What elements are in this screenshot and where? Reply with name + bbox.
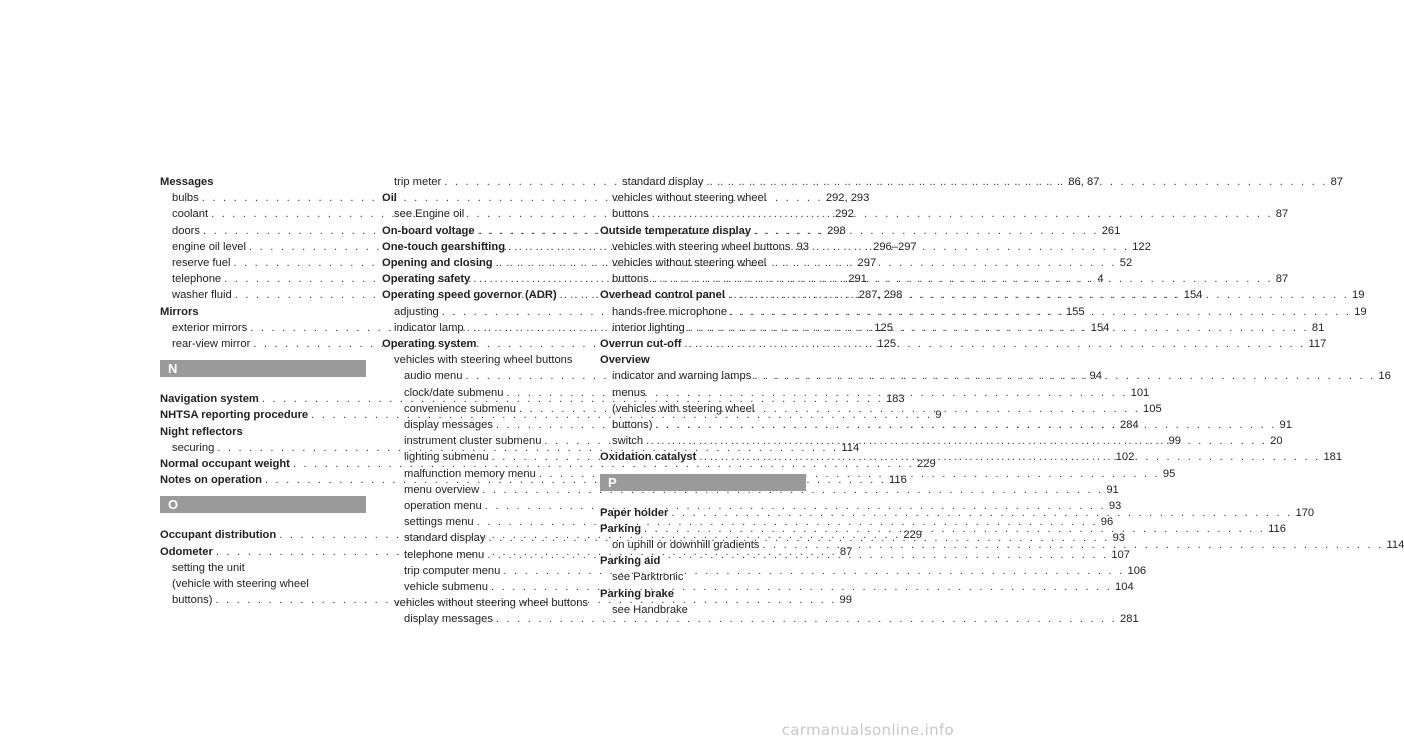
index-heading (382, 336, 588, 352)
page-number: 122 (1132, 240, 1151, 253)
page-number: 105 (1143, 402, 1162, 415)
entry-label: doors (172, 224, 200, 237)
entry-label: vehicles with steering wheel buttons (394, 354, 573, 367)
entry-label: Occupant distribution (160, 529, 277, 542)
page-number: 261 (1101, 224, 1121, 237)
page-number: 91 (1106, 483, 1119, 496)
index-heading (382, 190, 588, 206)
entry-label: Normal occupant weight (160, 458, 290, 471)
section-letter-o: O (160, 496, 366, 513)
entry-label: Overview (600, 354, 650, 367)
entry-label: buttons (612, 208, 649, 221)
index-heading (600, 223, 806, 239)
entry-label: operation menu (404, 500, 482, 513)
entry-label: Overrun cut-off (600, 338, 682, 351)
dot-leader (684, 336, 1305, 352)
entry-label: reserve fuel (172, 257, 231, 270)
entry-label: buttons) (172, 594, 213, 607)
page-number: 86, 87 (1068, 176, 1100, 188)
index-subentry (600, 385, 806, 401)
entry-label: see Engine oil (394, 208, 465, 221)
page-number: 9 (935, 409, 942, 422)
page-number: 91 (1279, 419, 1292, 432)
entry-label: Parking aid (600, 555, 661, 568)
index-subentry (382, 611, 1139, 627)
entry-label: interior lighting (612, 321, 685, 334)
page-number: 19 (1354, 305, 1367, 318)
page-number: 52 (1119, 257, 1133, 270)
index-subentry (160, 576, 366, 592)
page-number: 229 (917, 458, 936, 471)
section-letter-p: P (600, 474, 806, 491)
entry-label: adjusting (394, 305, 439, 318)
entry-label: settings menu (404, 516, 474, 529)
page-number: 93 (1112, 532, 1126, 545)
dot-leader (644, 521, 1265, 537)
entry-label: trip meter (394, 176, 442, 188)
index-heading (600, 586, 806, 602)
index-subentry (600, 569, 806, 585)
page-number: 291 (848, 273, 867, 286)
entry-label: Notes on operation (160, 474, 262, 487)
page-number: 95 (1162, 467, 1176, 480)
entry-label: Navigation system (160, 393, 259, 406)
entry-label: lighting submenu (404, 451, 489, 464)
entry-label: hands-free microphone (612, 305, 728, 318)
entry-label: On-board voltage (382, 224, 475, 237)
dot-leader (706, 174, 1327, 190)
entry-label: rear-view mirror (172, 338, 251, 351)
page-number: 101 (1130, 386, 1150, 399)
entry-label: Messages (160, 176, 214, 188)
page-number: 292 (835, 208, 854, 221)
entry-label: exterior mirrors (172, 321, 248, 334)
page-number: 181 (1323, 451, 1343, 464)
page-number: 116 (1268, 522, 1286, 535)
entry-label: washer fluid (172, 289, 232, 302)
entry-label: telephone menu (404, 548, 485, 561)
dot-leader (730, 304, 1351, 320)
dot-leader (688, 320, 1309, 336)
page-number: 99 (839, 594, 852, 607)
page-number: 284 (1120, 419, 1139, 432)
page-number: 87 (1275, 273, 1289, 286)
entry-label: (vehicles with steering wheel (612, 402, 755, 415)
page-number: 93 (796, 240, 809, 253)
index-subentry (600, 401, 806, 417)
page-number: 96 (1100, 516, 1114, 529)
entry-label: display messages (404, 419, 493, 432)
index-subentry (382, 595, 588, 611)
entry-label: Oil (382, 192, 397, 205)
index-heading (600, 352, 806, 368)
page-number: 117 (1308, 338, 1327, 351)
page-number: 298 (827, 224, 846, 237)
entry-label: clock/date submenu (404, 386, 504, 399)
page-number: 87 (1275, 208, 1289, 221)
entry-label: (vehicle with steering wheel (172, 578, 309, 591)
page-number: 107 (1111, 548, 1130, 561)
page-number: 292, 293 (825, 192, 870, 205)
dot-leader (503, 563, 1124, 579)
entry-label: One-touch gearshifting (382, 240, 506, 253)
index-subentry (600, 190, 806, 206)
page-number: 99 (1168, 435, 1181, 448)
entry-label: convenience submenu (404, 402, 516, 415)
page-number: 116 (889, 474, 907, 487)
dot-leader (655, 417, 1276, 433)
entry-label: Operating speed governor (ADR) (382, 289, 557, 302)
dot-leader (652, 271, 1273, 287)
page-number: 93 (1108, 500, 1122, 513)
dot-leader (652, 206, 1273, 222)
page-number: 102 (1115, 451, 1135, 464)
index-heading (160, 304, 366, 320)
entry-label: Operating system (382, 338, 477, 351)
entry-label: menus (612, 386, 646, 399)
page-number: 16 (1378, 370, 1391, 383)
page-number: 87 (839, 545, 853, 558)
page-number: 287, 298 (858, 289, 903, 302)
index-subentry (382, 206, 588, 222)
entry-label: standard display (404, 532, 486, 545)
entry-label: instrument cluster submenu (404, 435, 542, 448)
entry-label: display messages (404, 613, 493, 626)
entry-label: vehicles without steering wheel buttons (394, 597, 589, 610)
entry-label: securing (172, 441, 215, 454)
entry-label: Outside temperature display (600, 224, 752, 237)
entry-label: Parking (600, 522, 642, 535)
page-number: 19 (1352, 289, 1365, 302)
page-number: 154 (1090, 321, 1110, 334)
section-letter-n: N (160, 360, 366, 377)
entry-label: NHTSA reporting procedure (160, 409, 309, 422)
entry-label: coolant (172, 208, 209, 221)
entry-label: trip computer menu (404, 564, 501, 577)
entry-label: setting the unit (172, 561, 245, 574)
dot-leader (762, 537, 1383, 553)
page-number: 106 (1127, 564, 1147, 577)
entry-label: vehicles without steering wheel (612, 192, 767, 205)
page-number: 154 (1183, 289, 1203, 302)
entry-label: Night reflectors (160, 425, 243, 438)
entry-label: audio menu (404, 370, 463, 383)
entry-label: see Handbrake (612, 603, 688, 616)
dot-leader (728, 287, 1349, 303)
index-subentry (600, 602, 806, 618)
entry-label: Parking brake (600, 587, 674, 600)
entry-label: Operating safety (382, 273, 471, 286)
entry-label: vehicles without steering wheel (612, 257, 767, 270)
dot-leader (671, 505, 1292, 521)
index-heading (160, 174, 366, 190)
entry-label: Opening and closing (382, 257, 493, 270)
entry-label: switch (612, 435, 644, 448)
page-number: 297 (857, 257, 877, 270)
page-number: 183 (885, 393, 905, 406)
entry-label: buttons) (612, 419, 653, 432)
entry-label: telephone (172, 273, 222, 286)
entry-label: Mirrors (160, 305, 199, 318)
index-subentry (600, 255, 806, 271)
page-number: 296–297 (873, 240, 917, 253)
entry-label: Odometer (160, 545, 213, 558)
index-subentry (160, 560, 366, 576)
entry-label: indicator lamp (394, 321, 464, 334)
page-number: 94 (1089, 370, 1102, 383)
page-number: 81 (1311, 321, 1325, 334)
page-number: 114 (1386, 539, 1404, 552)
index-heading (600, 553, 806, 569)
page-number: 4 (1097, 273, 1104, 286)
index-subentry (382, 352, 588, 368)
entry-label: Overhead control panel (600, 289, 725, 302)
dot-leader (496, 611, 1117, 627)
page-number: 87 (1330, 176, 1344, 188)
entry-label: menu overview (404, 483, 480, 496)
entry-label: Paper holder (600, 506, 669, 519)
entry-label: indicator and warning lamps (612, 370, 752, 383)
entry-label: standard display (622, 176, 704, 188)
entry-label: vehicle submenu (404, 581, 488, 594)
watermark-text: carmanualsonline.info (781, 721, 954, 739)
page-number: 125 (874, 321, 893, 334)
index-subentry (600, 239, 809, 255)
page-number: 229 (903, 529, 922, 542)
entry-label: vehicles with steering wheel buttons (612, 240, 791, 253)
dot-leader (699, 449, 1320, 465)
entry-label: buttons (612, 273, 649, 286)
page-number: 281 (1120, 613, 1139, 626)
page-number: 155 (1065, 305, 1085, 318)
index-subentry (382, 482, 1119, 498)
page-number: 104 (1115, 581, 1134, 594)
entry-label: engine oil level (172, 240, 247, 253)
page-number: 125 (877, 338, 897, 351)
entry-label: see Parktronic (612, 571, 684, 584)
entry-label: on uphill or downhill gradients (612, 539, 760, 552)
index-heading (160, 424, 366, 440)
entry-label: malfunction memory menu (404, 467, 536, 480)
dot-leader (496, 255, 1117, 271)
dot-leader (646, 433, 1267, 449)
dot-leader (754, 368, 1375, 384)
entry-label: Oxidation catalyst (600, 451, 697, 464)
page-number: 20 (1270, 435, 1283, 448)
page-number: 114 (841, 441, 860, 454)
entry-label: bulbs (172, 192, 199, 205)
page-number: 170 (1295, 506, 1315, 519)
